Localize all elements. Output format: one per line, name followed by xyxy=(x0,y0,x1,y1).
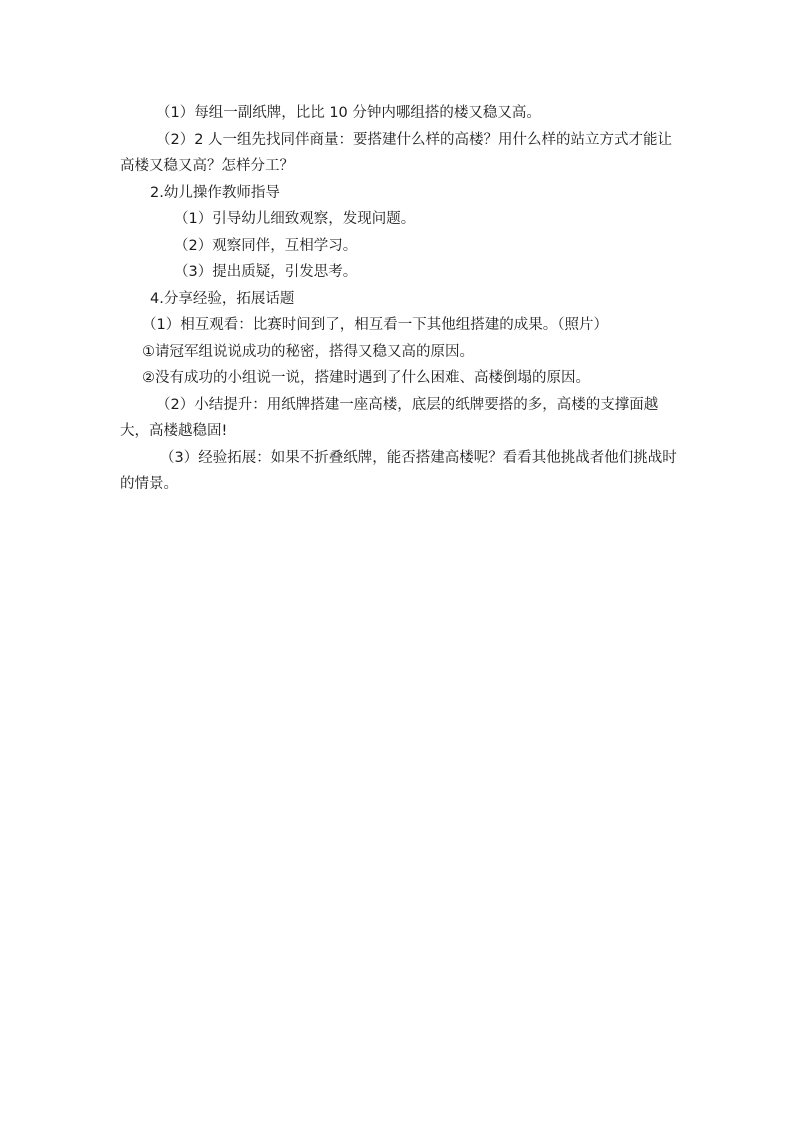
paragraph-summary: （2）小结提升：用纸牌搭建一座高楼，底层的纸牌要搭的多，高楼的支撑面越大，高楼越稳固! xyxy=(120,396,659,439)
paragraph-sharing-1: （1）相互观看：比赛时间到了，相互看一下其他组搭建的成果。（照片） xyxy=(142,317,608,333)
document-body xyxy=(120,100,680,498)
paragraph-game-rule-1: （1）每组一副纸牌，比比 10 分钟内哪组搭的楼又稳又高。 xyxy=(156,105,541,121)
paragraph-extension: （3）经验拓展：如果不折叠纸牌，能否搭建高楼呢？看看其他挑战者他们挑战时的情景。 xyxy=(120,449,677,492)
paragraph-game-rule-2: （2）2 人一组先找同伴商量：要搭建什么样的高楼？用什么样的站立方式才能让高楼又稳又高？怎样分工？ xyxy=(120,131,673,174)
paragraph-sharing-1b: ②没有成功的小组说一说，搭建时遇到了什么困难、高楼倒塌的原因。 xyxy=(142,370,590,386)
section-heading-sharing: 4.分享经验，拓展话题 xyxy=(150,290,295,307)
section-heading-operation: 2.幼儿操作教师指导 xyxy=(150,184,280,201)
paragraph-guidance-3: （3）提出质疑，引发思考。 xyxy=(174,264,358,280)
paragraph-guidance-2: （2）观察同伴，互相学习。 xyxy=(174,237,358,254)
paragraph-guidance-1: （1）引导幼儿细致观察，发现问题。 xyxy=(174,211,416,227)
paragraph-sharing-1a: ①请冠军组说说成功的秘密，搭得又稳又高的原因。 xyxy=(142,343,474,360)
